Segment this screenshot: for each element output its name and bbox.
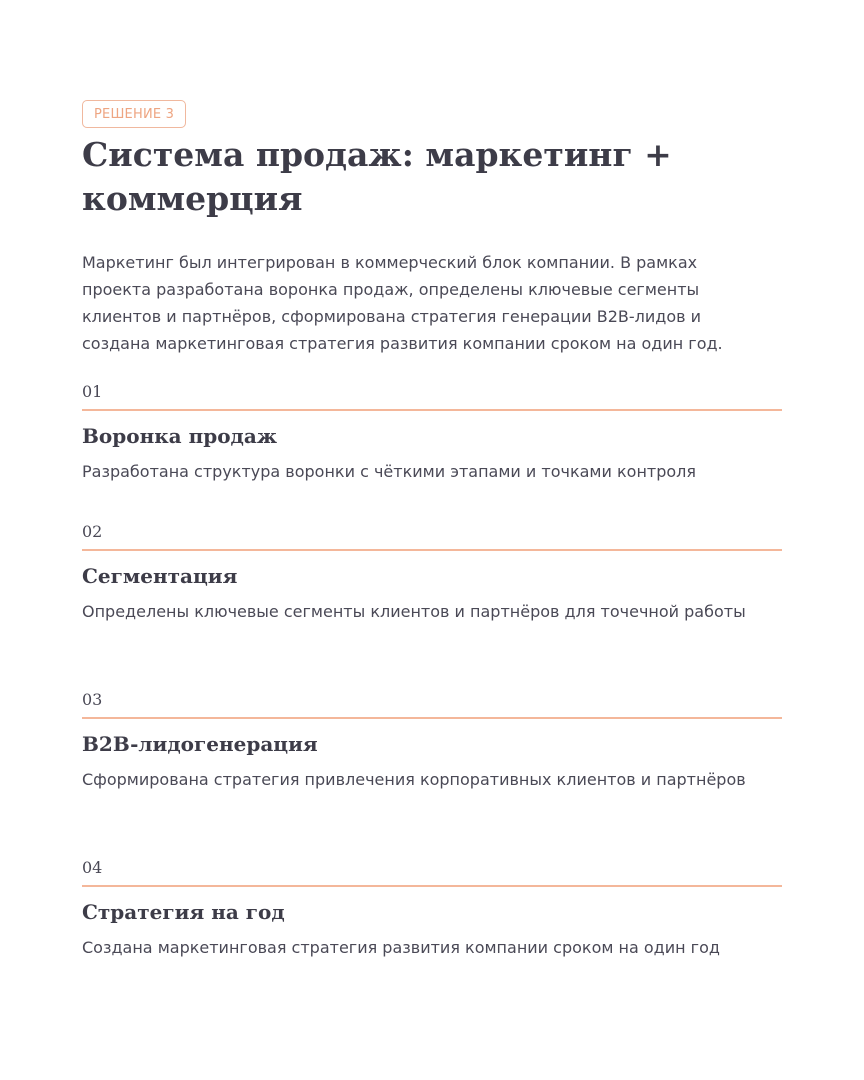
item-title: Воронка продаж xyxy=(82,424,278,448)
item-description: Сформирована стратегия привлечения корпоративных клиентов и партнёров xyxy=(82,770,746,789)
item-title: B2B-лидогенерация xyxy=(82,732,318,756)
item-number: 01 xyxy=(82,382,103,401)
page-title: Система продаж: маркетинг + коммерция xyxy=(82,135,672,218)
item-divider xyxy=(82,885,782,887)
item-divider xyxy=(82,409,782,411)
item-divider xyxy=(82,549,782,551)
solution-badge: РЕШЕНИЕ 3 xyxy=(82,100,186,128)
item-description: Определены ключевые сегменты клиентов и партнёров для точечной работы xyxy=(82,602,746,621)
item-description: Разработана структура воронки с чёткими этапами и точками контроля xyxy=(82,462,697,481)
item-divider xyxy=(82,717,782,719)
item-title: Сегментация xyxy=(82,564,238,588)
item-description: Создана маркетинговая стратегия развития компании сроком на один год xyxy=(82,938,720,957)
item-number: 03 xyxy=(82,690,103,709)
lead-paragraph: Маркетинг был интегрирован в коммерческий блок компании. В рамках проекта разработана воронка продаж, определены ключевые сегменты клиентов и партнёров, сформирована стратегия генерации B2B-лидов и создана маркетинговая стратегия развития компании сроком на один год. xyxy=(82,253,723,353)
item-title: Стратегия на год xyxy=(82,900,285,924)
solution-slide xyxy=(82,0,782,1080)
item-number: 04 xyxy=(82,858,103,877)
item-number: 02 xyxy=(82,522,103,541)
